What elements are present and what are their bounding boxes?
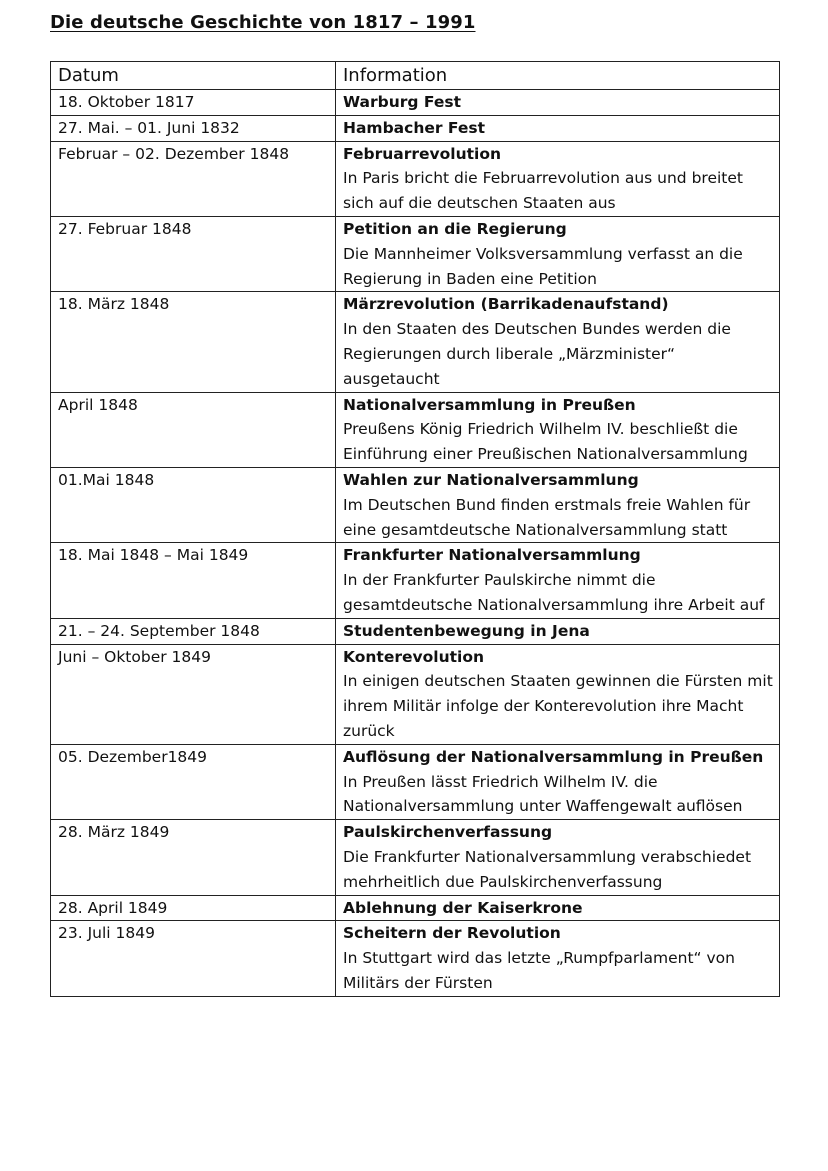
info-cell [336, 895, 780, 921]
info-cell [336, 90, 780, 116]
event-title: Nationalversammlung in Preußen [343, 395, 636, 414]
table-row [51, 895, 780, 921]
table-row [51, 392, 780, 467]
date-cell: 21. – 24. September 1848 [51, 618, 336, 644]
table-header-row [51, 62, 780, 90]
history-timeline-table [50, 61, 780, 997]
table-row [51, 644, 780, 744]
event-description: Im Deutschen Bund finden erstmals freie Wahlen für eine gesamtdeutsche Nationalversammlung statt [343, 495, 751, 539]
event-title: Ablehnung der Kaiserkrone [343, 898, 583, 917]
column-header-info: Information [336, 62, 780, 90]
info-cell [336, 820, 780, 895]
info-cell [336, 644, 780, 744]
event-title: Märzrevolution (Barrikadenaufstand) [343, 295, 669, 314]
event-title: Petition an die Regierung [343, 219, 567, 238]
date-cell: 05. Dezember1849 [51, 744, 336, 819]
event-description: In Preußen lässt Friedrich Wilhelm IV. die Nationalversammlung unter Waffengewalt auflösen [343, 772, 743, 816]
event-description: Preußens König Friedrich Wilhelm IV. beschließt die Einführung einer Preußischen Nationalversammlung [343, 420, 748, 464]
info-cell [336, 292, 780, 392]
event-title: Hambacher Fest [343, 118, 486, 137]
date-cell: 01.Mai 1848 [51, 467, 336, 542]
event-description: Die Mannheimer Volksversammlung verfasst an die Regierung in Baden eine Petition [343, 244, 743, 288]
event-title: Februarrevolution [343, 144, 502, 163]
date-cell: 18. Mai 1848 – Mai 1849 [51, 543, 336, 618]
table-row [51, 618, 780, 644]
date-cell: April 1848 [51, 392, 336, 467]
event-description: Die Frankfurter Nationalversammlung verabschiedet mehrheitlich due Paulskirchenverfassung [343, 847, 752, 891]
table-row [51, 141, 780, 216]
table-row [51, 543, 780, 618]
event-title: Warburg Fest [343, 93, 462, 111]
date-cell: 27. Februar 1848 [51, 216, 336, 291]
event-title: Frankfurter Nationalversammlung [343, 546, 641, 565]
event-description: In Stuttgart wird das letzte „Rumpfparlament“ von Militärs der Fürsten [343, 949, 735, 992]
date-cell: 23. Juli 1849 [51, 921, 336, 996]
info-cell [336, 467, 780, 542]
info-cell [336, 141, 780, 216]
date-cell: Februar – 02. Dezember 1848 [51, 141, 336, 216]
table-row [51, 467, 780, 542]
event-title: Wahlen zur Nationalversammlung [343, 470, 639, 489]
event-description: In den Staaten des Deutschen Bundes werden die Regierungen durch liberale „Märzminister“ ausgetaucht [343, 320, 731, 388]
event-title: Scheitern der Revolution [343, 924, 561, 943]
event-title: Paulskirchenverfassung [343, 823, 553, 842]
table-row [51, 292, 780, 392]
table-row [51, 921, 780, 996]
column-header-date: Datum [51, 62, 336, 90]
page-title: Die deutsche Geschichte von 1817 – 1991 [50, 12, 476, 33]
info-cell [336, 216, 780, 291]
event-description: In einigen deutschen Staaten gewinnen die Fürsten mit ihrem Militär infolge der Konterevolution ihre Macht zurück [343, 672, 773, 740]
event-title: Konterevolution [343, 647, 485, 666]
event-description: In Paris bricht die Februarrevolution aus und breitet sich auf die deutschen Staaten aus [343, 169, 743, 213]
info-cell [336, 744, 780, 819]
info-cell [336, 115, 780, 141]
event-title: Auflösung der Nationalversammlung in Preußen [343, 747, 764, 766]
info-cell [336, 543, 780, 618]
table-row [51, 744, 780, 819]
date-cell: 18. Oktober 1817 [51, 90, 336, 116]
info-cell [336, 392, 780, 467]
table-row [51, 820, 780, 895]
table-row [51, 115, 780, 141]
date-cell: 18. März 1848 [51, 292, 336, 392]
event-description: In der Frankfurter Paulskirche nimmt die gesamtdeutsche Nationalversammlung ihre Arbeit auf [343, 571, 765, 614]
date-cell: 27. Mai. – 01. Juni 1832 [51, 115, 336, 141]
event-title: Studentenbewegung in Jena [343, 621, 590, 640]
info-cell [336, 921, 780, 996]
date-cell: 28. April 1849 [51, 895, 336, 921]
date-cell: Juni – Oktober 1849 [51, 644, 336, 744]
date-cell: 28. März 1849 [51, 820, 336, 895]
table-row [51, 90, 780, 116]
table-row [51, 216, 780, 291]
info-cell [336, 618, 780, 644]
